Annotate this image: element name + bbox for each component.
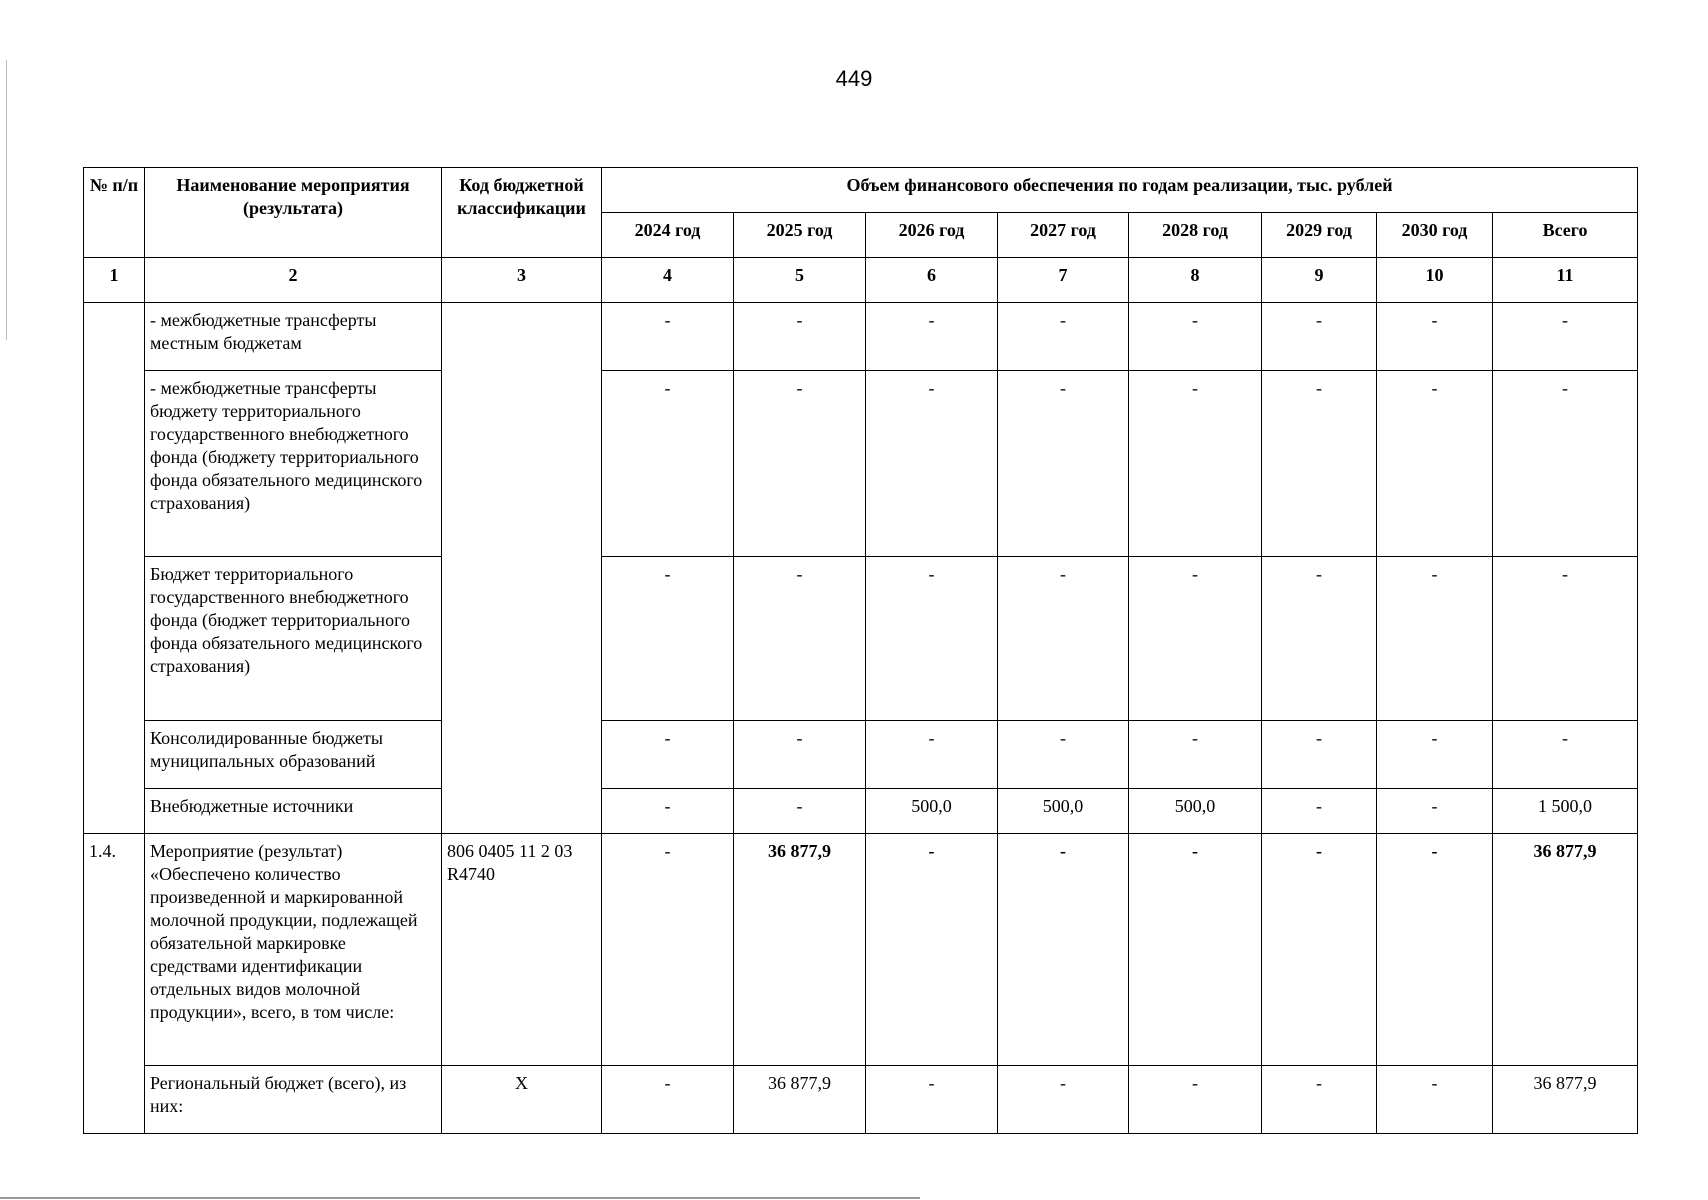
header-code: Код бюджетной классификации (442, 168, 602, 258)
column-number: 11 (1493, 258, 1638, 303)
value-cell: - (998, 721, 1129, 789)
value-cell: - (1377, 557, 1493, 721)
value-cell: - (866, 557, 998, 721)
value-cell: - (998, 557, 1129, 721)
row-name: - межбюджетные трансферты местным бюджетам (145, 303, 442, 371)
value-cell: - (1377, 721, 1493, 789)
column-number: 5 (734, 258, 866, 303)
table-row (84, 1066, 1638, 1134)
table-row (84, 303, 1638, 371)
scan-edge-line (6, 60, 7, 340)
header-total: Всего (1493, 213, 1638, 258)
value-cell: - (602, 371, 734, 557)
table-row (84, 557, 1638, 721)
table-row (84, 721, 1638, 789)
value-cell: - (1377, 303, 1493, 371)
column-number: 4 (602, 258, 734, 303)
value-cell: 36 877,9 (1493, 834, 1638, 1066)
header-financing-volume: Объем финансового обеспечения по годам реализации, тыс. рублей (602, 168, 1638, 213)
value-cell: - (1377, 371, 1493, 557)
row-name: - межбюджетные трансферты бюджету территориального государственного внебюджетного фонда (бюджету территориального фонда обязательного медицинского страхования) (145, 371, 442, 557)
value-cell: - (1493, 371, 1638, 557)
value-cell: - (1262, 303, 1377, 371)
value-cell: - (1129, 834, 1262, 1066)
value-cell: - (866, 1066, 998, 1134)
value-cell: - (866, 303, 998, 371)
value-cell: - (602, 721, 734, 789)
page-number: 449 (835, 66, 873, 91)
value-cell: - (998, 834, 1129, 1066)
value-cell: 36 877,9 (1493, 1066, 1638, 1134)
column-number: 1 (84, 258, 145, 303)
column-number: 2 (145, 258, 442, 303)
value-cell: - (866, 834, 998, 1066)
value-cell: - (602, 834, 734, 1066)
header-year-2024: 2024 год (602, 213, 734, 258)
value-cell: - (1262, 721, 1377, 789)
header-year-2030: 2030 год (1377, 213, 1493, 258)
header-name: Наименование мероприятия (результата) (145, 168, 442, 258)
row-code: X (442, 1066, 602, 1134)
table-row (84, 834, 1638, 1066)
value-cell: - (1129, 371, 1262, 557)
row-number: 1.4. (84, 834, 145, 1134)
value-cell: 36 877,9 (734, 1066, 866, 1134)
value-cell: - (734, 371, 866, 557)
value-cell: - (998, 371, 1129, 557)
financing-table (83, 167, 1638, 1134)
value-cell: - (1262, 371, 1377, 557)
value-cell: - (1129, 557, 1262, 721)
column-number: 8 (1129, 258, 1262, 303)
value-cell: - (998, 303, 1129, 371)
value-cell: - (1262, 1066, 1377, 1134)
value-cell: - (1129, 303, 1262, 371)
value-cell: - (734, 721, 866, 789)
column-number: 10 (1377, 258, 1493, 303)
value-cell: - (1262, 557, 1377, 721)
value-cell: 1 500,0 (1493, 789, 1638, 834)
value-cell: 500,0 (866, 789, 998, 834)
value-cell: - (602, 303, 734, 371)
column-number: 9 (1262, 258, 1377, 303)
value-cell: - (1377, 1066, 1493, 1134)
value-cell: 36 877,9 (734, 834, 866, 1066)
value-cell: 500,0 (1129, 789, 1262, 834)
column-number: 6 (866, 258, 998, 303)
row-name: Бюджет территориального государственного внебюджетного фонда (бюджет территориального фонда обязательного медицинского страхования) (145, 557, 442, 721)
value-cell: - (1262, 789, 1377, 834)
value-cell: - (1262, 834, 1377, 1066)
row-name: Мероприятие (результат) «Обеспечено количество произведенной и маркированной молочной продукции, подлежащей обязательной маркировке средствами идентификации отдельных видов молочной продукции», всего, в том числе: (145, 834, 442, 1066)
page-bottom-rule (0, 1197, 920, 1199)
header-year-2027: 2027 год (998, 213, 1129, 258)
column-number: 3 (442, 258, 602, 303)
header-year-2028: 2028 год (1129, 213, 1262, 258)
header-year-2025: 2025 год (734, 213, 866, 258)
value-cell: - (734, 303, 866, 371)
header-number: № п/п (84, 168, 145, 258)
value-cell: - (1377, 834, 1493, 1066)
value-cell: - (602, 1066, 734, 1134)
value-cell: - (734, 789, 866, 834)
value-cell: 500,0 (998, 789, 1129, 834)
value-cell: - (1493, 721, 1638, 789)
value-cell: - (866, 371, 998, 557)
header-year-2026: 2026 год (866, 213, 998, 258)
column-number: 7 (998, 258, 1129, 303)
value-cell: - (1493, 557, 1638, 721)
value-cell: - (602, 789, 734, 834)
row-name: Внебюджетные источники (145, 789, 442, 834)
value-cell: - (1493, 303, 1638, 371)
value-cell: - (734, 557, 866, 721)
value-cell: - (998, 1066, 1129, 1134)
row-code: 806 0405 11 2 03 R4740 (442, 834, 602, 1066)
value-cell: - (1129, 721, 1262, 789)
value-cell: - (1377, 789, 1493, 834)
table-row (84, 371, 1638, 557)
row-code-cell (442, 303, 602, 834)
header-year-2029: 2029 год (1262, 213, 1377, 258)
row-name: Региональный бюджет (всего), из них: (145, 1066, 442, 1134)
value-cell: - (1129, 1066, 1262, 1134)
value-cell: - (866, 721, 998, 789)
value-cell: - (602, 557, 734, 721)
row-number-cell (84, 303, 145, 834)
table-row (84, 789, 1638, 834)
row-name: Консолидированные бюджеты муниципальных образований (145, 721, 442, 789)
